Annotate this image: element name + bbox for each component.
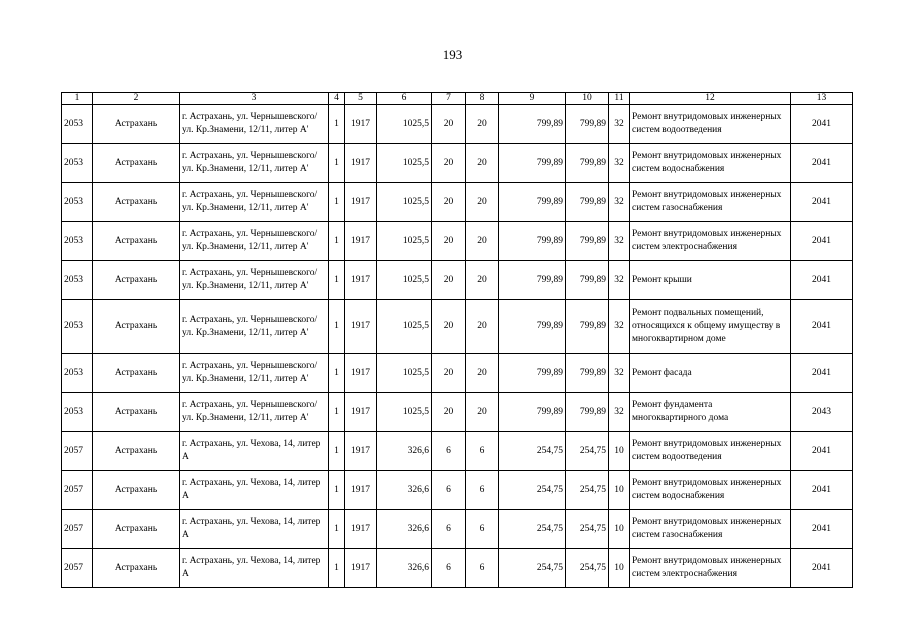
- cell-col8: 20: [466, 300, 499, 354]
- cell-plan-year: 2041: [791, 354, 853, 393]
- cell-address: г. Астрахань, ул. Чехова, 14, литер А: [180, 471, 329, 510]
- cell-col7: 20: [432, 393, 466, 432]
- cell-col9: 799,89: [499, 300, 566, 354]
- cell-col7: 20: [432, 261, 466, 300]
- cell-id: 2057: [62, 432, 93, 471]
- cell-id: 2057: [62, 471, 93, 510]
- cell-city: Астрахань: [93, 105, 180, 144]
- cell-col10: 799,89: [566, 183, 609, 222]
- cell-id: 2053: [62, 354, 93, 393]
- cell-area: 1025,5: [377, 300, 432, 354]
- column-header: 6: [377, 93, 432, 105]
- cell-col10: 254,75: [566, 471, 609, 510]
- cell-col8: 20: [466, 393, 499, 432]
- cell-col4: 1: [329, 432, 345, 471]
- cell-plan-year: 2041: [791, 183, 853, 222]
- cell-plan-year: 2041: [791, 261, 853, 300]
- cell-col11: 10: [609, 471, 630, 510]
- cell-work-type: Ремонт крыши: [630, 261, 791, 300]
- table-row: [62, 300, 853, 354]
- cell-work-type: Ремонт фасада: [630, 354, 791, 393]
- cell-area: 1025,5: [377, 144, 432, 183]
- cell-address: г. Астрахань, ул. Чернышевского/ ул. Кр.Знамени, 12/11, литер А': [180, 300, 329, 354]
- cell-col4: 1: [329, 183, 345, 222]
- cell-id: 2053: [62, 300, 93, 354]
- cell-col8: 20: [466, 105, 499, 144]
- cell-col10: 799,89: [566, 144, 609, 183]
- cell-col9: 799,89: [499, 222, 566, 261]
- cell-col11: 32: [609, 261, 630, 300]
- table-row: [62, 393, 853, 432]
- table-body: [62, 105, 853, 588]
- cell-col9: 799,89: [499, 261, 566, 300]
- cell-city: Астрахань: [93, 432, 180, 471]
- cell-plan-year: 2041: [791, 471, 853, 510]
- cell-col10: 799,89: [566, 261, 609, 300]
- cell-city: Астрахань: [93, 549, 180, 588]
- cell-col7: 20: [432, 144, 466, 183]
- cell-year: 1917: [345, 144, 377, 183]
- cell-id: 2053: [62, 144, 93, 183]
- cell-work-type: Ремонт внутридомовых инженерных систем электроснабжения: [630, 222, 791, 261]
- table-header: [62, 93, 853, 105]
- cell-col4: 1: [329, 471, 345, 510]
- cell-col11: 32: [609, 354, 630, 393]
- cell-work-type: Ремонт внутридомовых инженерных систем водоотведения: [630, 105, 791, 144]
- cell-area: 1025,5: [377, 183, 432, 222]
- cell-area: 326,6: [377, 549, 432, 588]
- cell-col4: 1: [329, 354, 345, 393]
- cell-col7: 6: [432, 549, 466, 588]
- cell-col8: 20: [466, 144, 499, 183]
- cell-col11: 10: [609, 510, 630, 549]
- cell-year: 1917: [345, 183, 377, 222]
- cell-city: Астрахань: [93, 183, 180, 222]
- cell-year: 1917: [345, 354, 377, 393]
- cell-col7: 20: [432, 183, 466, 222]
- cell-col10: 254,75: [566, 510, 609, 549]
- cell-address: г. Астрахань, ул. Чернышевского/ ул. Кр.Знамени, 12/11, литер А': [180, 393, 329, 432]
- cell-col7: 6: [432, 432, 466, 471]
- cell-plan-year: 2041: [791, 105, 853, 144]
- cell-address: г. Астрахань, ул. Чернышевского/ ул. Кр.Знамени, 12/11, литер А': [180, 354, 329, 393]
- cell-id: 2053: [62, 183, 93, 222]
- cell-col4: 1: [329, 393, 345, 432]
- cell-col8: 6: [466, 549, 499, 588]
- cell-year: 1917: [345, 300, 377, 354]
- cell-col11: 32: [609, 393, 630, 432]
- cell-address: г. Астрахань, ул. Чернышевского/ ул. Кр.Знамени, 12/11, литер А': [180, 261, 329, 300]
- cell-plan-year: 2041: [791, 222, 853, 261]
- cell-id: 2053: [62, 222, 93, 261]
- column-header: 9: [499, 93, 566, 105]
- cell-address: г. Астрахань, ул. Чернышевского/ ул. Кр.Знамени, 12/11, литер А': [180, 105, 329, 144]
- cell-col11: 32: [609, 105, 630, 144]
- cell-col9: 799,89: [499, 393, 566, 432]
- cell-id: 2053: [62, 393, 93, 432]
- cell-year: 1917: [345, 261, 377, 300]
- cell-address: г. Астрахань, ул. Чехова, 14, литер А: [180, 432, 329, 471]
- cell-work-type: Ремонт внутридомовых инженерных систем электроснабжения: [630, 549, 791, 588]
- cell-col4: 1: [329, 510, 345, 549]
- cell-area: 1025,5: [377, 222, 432, 261]
- cell-address: г. Астрахань, ул. Чернышевского/ ул. Кр.Знамени, 12/11, литер А': [180, 222, 329, 261]
- cell-col4: 1: [329, 222, 345, 261]
- cell-col7: 20: [432, 105, 466, 144]
- cell-plan-year: 2043: [791, 393, 853, 432]
- column-header: 5: [345, 93, 377, 105]
- cell-address: г. Астрахань, ул. Чехова, 14, литер А: [180, 549, 329, 588]
- cell-col10: 799,89: [566, 354, 609, 393]
- cell-city: Астрахань: [93, 393, 180, 432]
- cell-col7: 20: [432, 222, 466, 261]
- cell-id: 2053: [62, 261, 93, 300]
- cell-col11: 32: [609, 300, 630, 354]
- cell-year: 1917: [345, 549, 377, 588]
- column-header: 8: [466, 93, 499, 105]
- header-row: [62, 93, 853, 105]
- cell-area: 1025,5: [377, 354, 432, 393]
- cell-address: г. Астрахань, ул. Чернышевского/ ул. Кр.Знамени, 12/11, литер А': [180, 144, 329, 183]
- cell-col11: 10: [609, 549, 630, 588]
- cell-col10: 799,89: [566, 105, 609, 144]
- table-row: [62, 549, 853, 588]
- cell-plan-year: 2041: [791, 300, 853, 354]
- table-row: [62, 144, 853, 183]
- cell-year: 1917: [345, 393, 377, 432]
- cell-col9: 799,89: [499, 183, 566, 222]
- cell-col8: 6: [466, 471, 499, 510]
- cell-col9: 799,89: [499, 144, 566, 183]
- cell-year: 1917: [345, 222, 377, 261]
- cell-area: 326,6: [377, 510, 432, 549]
- cell-plan-year: 2041: [791, 549, 853, 588]
- cell-col7: 6: [432, 510, 466, 549]
- cell-col10: 799,89: [566, 393, 609, 432]
- cell-city: Астрахань: [93, 354, 180, 393]
- table-row: [62, 510, 853, 549]
- column-header: 3: [180, 93, 329, 105]
- cell-work-type: Ремонт подвальных помещений, относящихся к общему имуществу в многоквартирном доме: [630, 300, 791, 354]
- table-row: [62, 105, 853, 144]
- cell-col8: 6: [466, 510, 499, 549]
- cell-address: г. Астрахань, ул. Чехова, 14, литер А: [180, 510, 329, 549]
- cell-col10: 254,75: [566, 549, 609, 588]
- cell-col11: 32: [609, 183, 630, 222]
- cell-area: 1025,5: [377, 261, 432, 300]
- cell-col7: 20: [432, 300, 466, 354]
- cell-work-type: Ремонт внутридомовых инженерных систем водоотведения: [630, 432, 791, 471]
- cell-col11: 32: [609, 222, 630, 261]
- cell-col4: 1: [329, 105, 345, 144]
- cell-city: Астрахань: [93, 261, 180, 300]
- table-row: [62, 354, 853, 393]
- cell-plan-year: 2041: [791, 510, 853, 549]
- cell-city: Астрахань: [93, 300, 180, 354]
- column-header: 13: [791, 93, 853, 105]
- table-row: [62, 432, 853, 471]
- cell-col4: 1: [329, 144, 345, 183]
- cell-address: г. Астрахань, ул. Чернышевского/ ул. Кр.Знамени, 12/11, литер А': [180, 183, 329, 222]
- cell-work-type: Ремонт внутридомовых инженерных систем водоснабжения: [630, 471, 791, 510]
- table-row: [62, 222, 853, 261]
- column-header: 11: [609, 93, 630, 105]
- cell-col8: 6: [466, 432, 499, 471]
- table-row: [62, 471, 853, 510]
- cell-col8: 20: [466, 222, 499, 261]
- column-header: 10: [566, 93, 609, 105]
- table-row: [62, 183, 853, 222]
- cell-year: 1917: [345, 432, 377, 471]
- cell-col9: 254,75: [499, 549, 566, 588]
- cell-plan-year: 2041: [791, 432, 853, 471]
- cell-col10: 254,75: [566, 432, 609, 471]
- column-header: 7: [432, 93, 466, 105]
- cell-work-type: Ремонт фундамента многоквартирного дома: [630, 393, 791, 432]
- cell-plan-year: 2041: [791, 144, 853, 183]
- cell-area: 326,6: [377, 471, 432, 510]
- cell-col9: 254,75: [499, 432, 566, 471]
- cell-id: 2057: [62, 510, 93, 549]
- cell-col7: 6: [432, 471, 466, 510]
- table-row: [62, 261, 853, 300]
- cell-id: 2053: [62, 105, 93, 144]
- cell-work-type: Ремонт внутридомовых инженерных систем водоснабжения: [630, 144, 791, 183]
- cell-city: Астрахань: [93, 144, 180, 183]
- cell-col8: 20: [466, 183, 499, 222]
- cell-col4: 1: [329, 549, 345, 588]
- cell-col8: 20: [466, 261, 499, 300]
- cell-col4: 1: [329, 261, 345, 300]
- cell-id: 2057: [62, 549, 93, 588]
- page-number: 193: [442, 47, 463, 62]
- cell-city: Астрахань: [93, 471, 180, 510]
- column-header: 12: [630, 93, 791, 105]
- cell-col9: 799,89: [499, 105, 566, 144]
- column-header: 4: [329, 93, 345, 105]
- cell-work-type: Ремонт внутридомовых инженерных систем газоснабжения: [630, 510, 791, 549]
- column-header: 1: [62, 93, 93, 105]
- cell-col10: 799,89: [566, 300, 609, 354]
- cell-year: 1917: [345, 105, 377, 144]
- cell-area: 1025,5: [377, 393, 432, 432]
- cell-work-type: Ремонт внутридомовых инженерных систем газоснабжения: [630, 183, 791, 222]
- repair-schedule-table: [61, 92, 853, 588]
- cell-city: Астрахань: [93, 222, 180, 261]
- cell-col7: 20: [432, 354, 466, 393]
- cell-year: 1917: [345, 471, 377, 510]
- cell-area: 1025,5: [377, 105, 432, 144]
- cell-col4: 1: [329, 300, 345, 354]
- column-header: 2: [93, 93, 180, 105]
- cell-col9: 254,75: [499, 510, 566, 549]
- cell-col11: 10: [609, 432, 630, 471]
- cell-col11: 32: [609, 144, 630, 183]
- cell-year: 1917: [345, 510, 377, 549]
- cell-col9: 799,89: [499, 354, 566, 393]
- cell-col10: 799,89: [566, 222, 609, 261]
- cell-col9: 254,75: [499, 471, 566, 510]
- cell-col8: 20: [466, 354, 499, 393]
- cell-area: 326,6: [377, 432, 432, 471]
- cell-city: Астрахань: [93, 510, 180, 549]
